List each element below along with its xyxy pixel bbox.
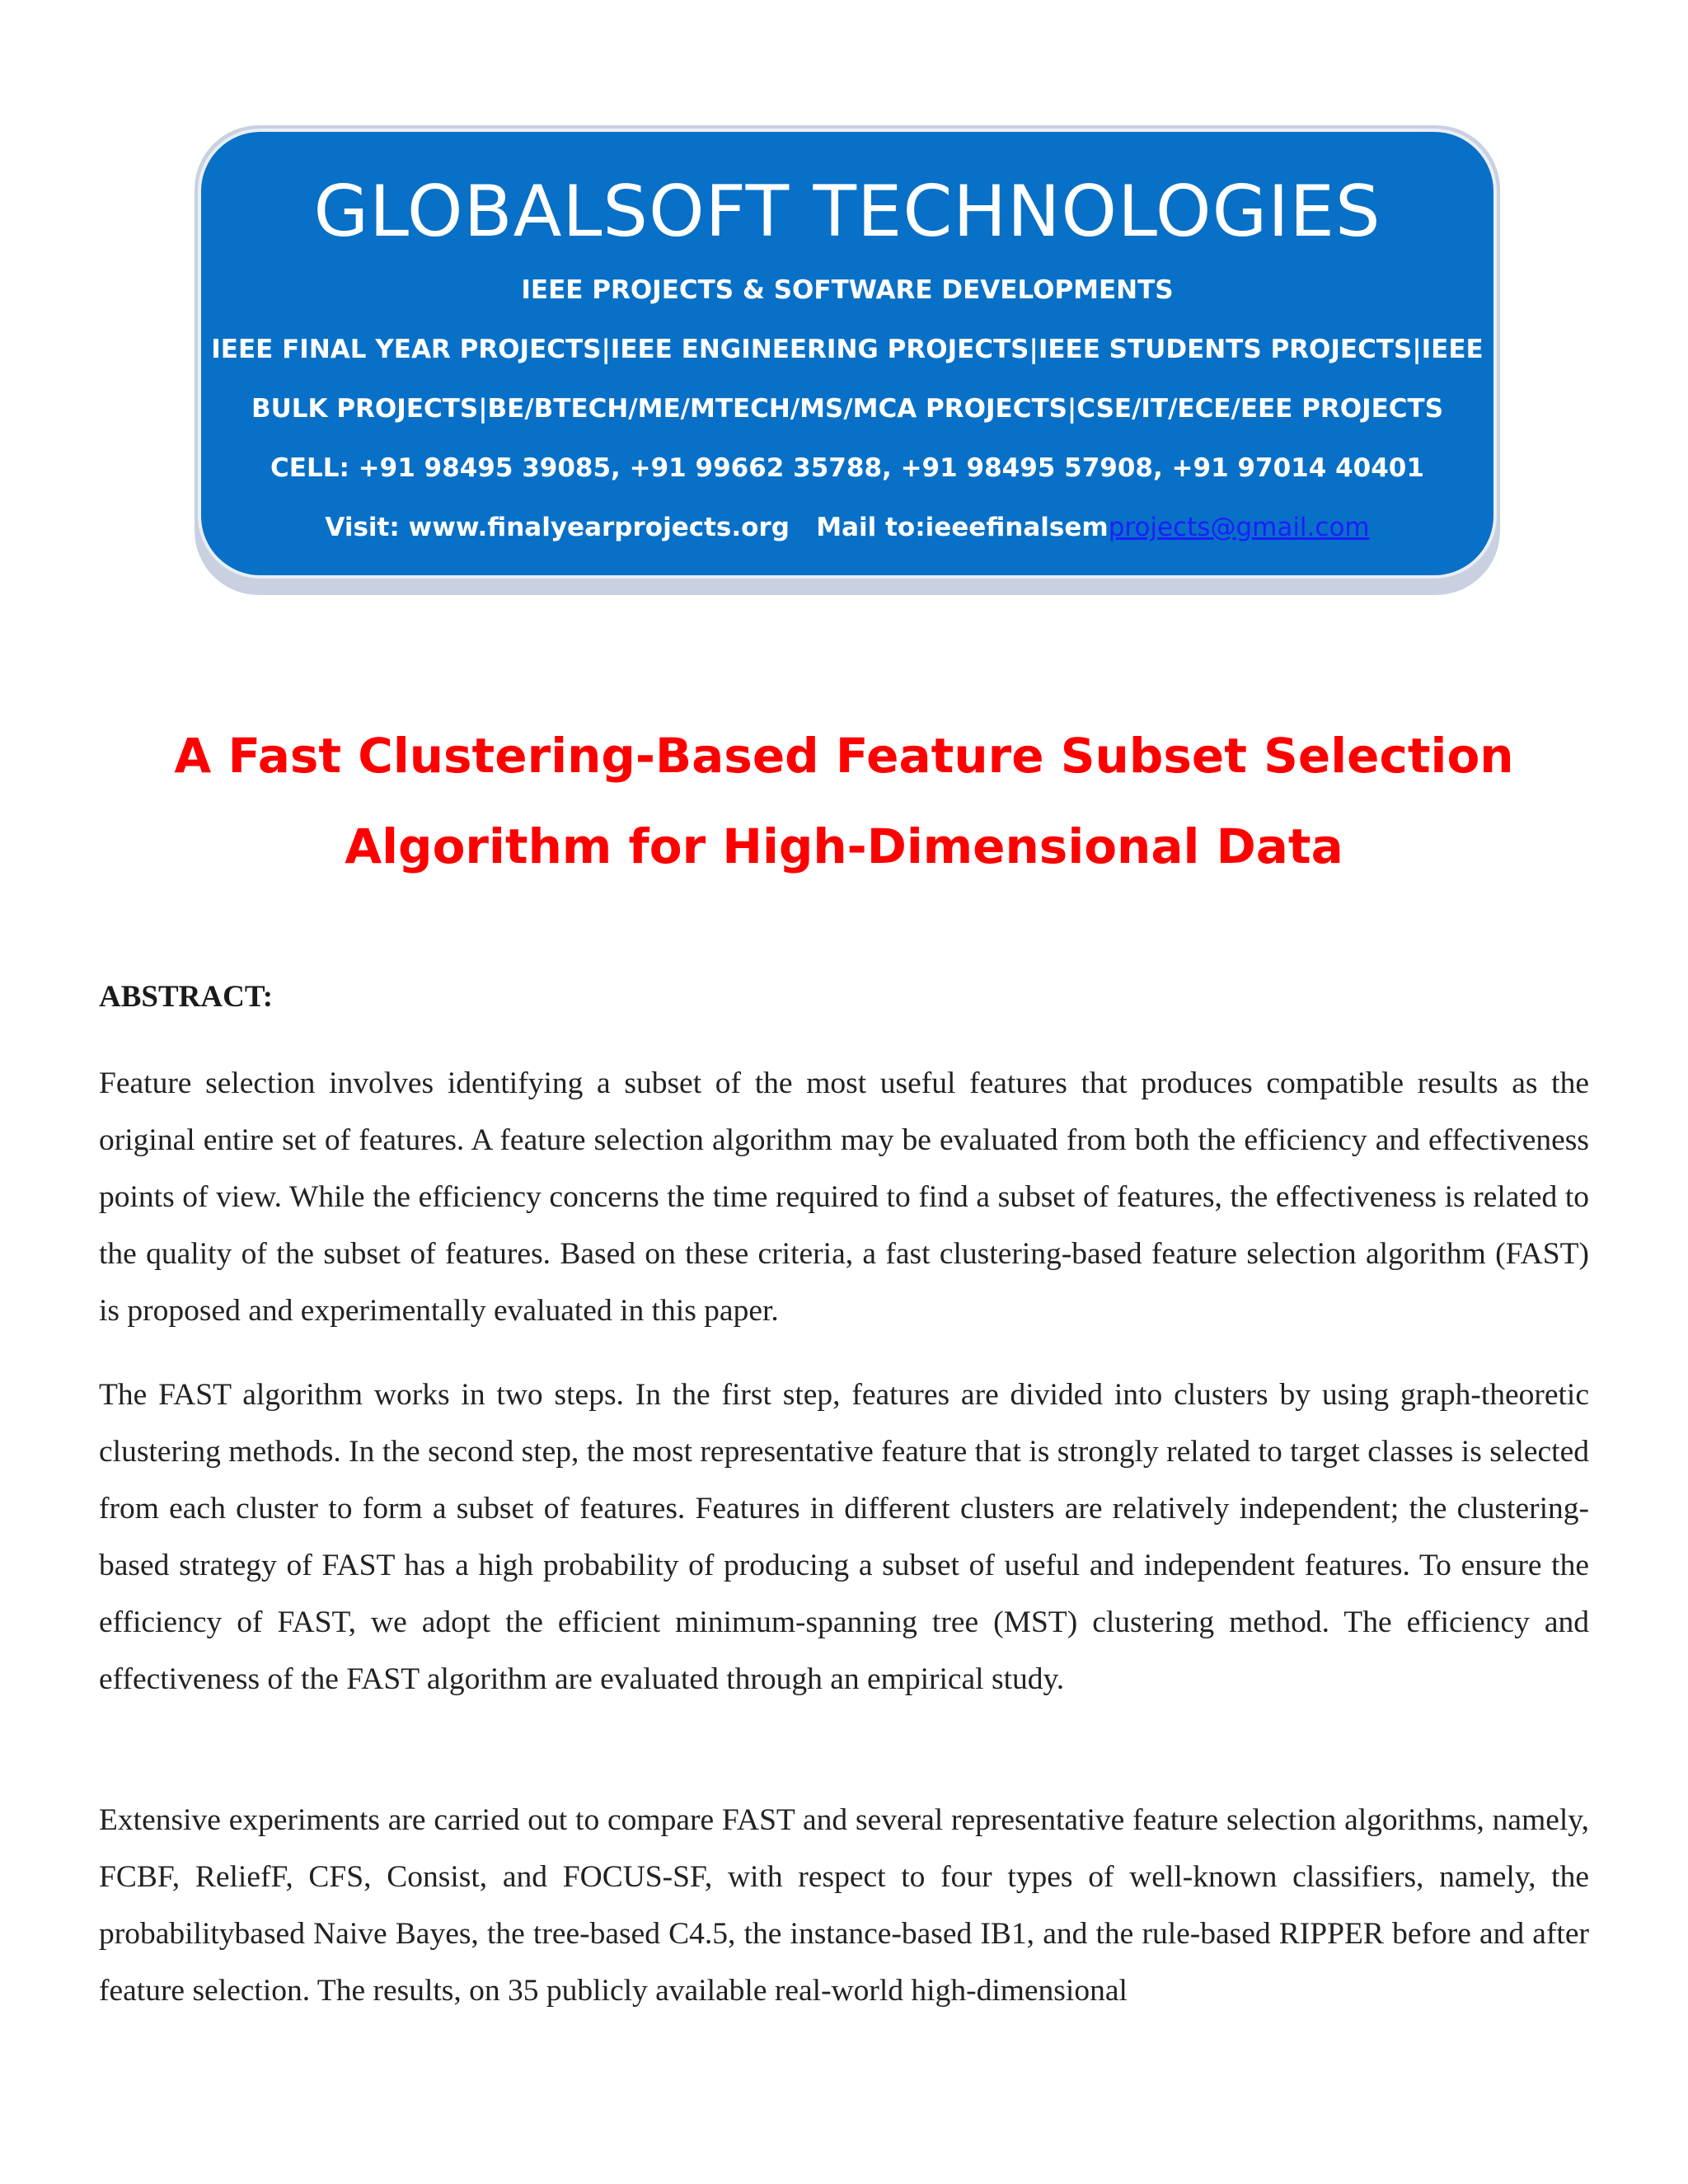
abstract-heading: ABSTRACT: <box>99 980 274 1014</box>
banner-phone-numbers: CELL: +91 98495 39085, +91 99662 35788, +91 98495 57908, +91 97014 40401 <box>270 453 1424 483</box>
paper-title <box>0 710 1688 892</box>
paper-title-line-2: Algorithm for High-Dimensional Data <box>345 818 1343 874</box>
banner-tagline: IEEE PROJECTS & SOFTWARE DEVELOPMENTS <box>521 275 1174 305</box>
company-name: GLOBALSOFT TECHNOLOGIES <box>313 171 1381 253</box>
banner-projects-line-1: IEEE FINAL YEAR PROJECTS|IEEE ENGINEERING PROJECTS|IEEE STUDENTS PROJECTS|IEEE <box>211 335 1484 364</box>
paper-title-line-1: A Fast Clustering-Based Feature Subset Selection <box>174 728 1514 784</box>
banner-contact-line <box>201 511 1493 544</box>
abstract-paragraph-1: Feature selection involves identifying a subset of the most useful features that produces compatible results as the original entire set of features. A feature selection algorithm may be evaluated from both the efficiency and effectiveness points of view. While the efficiency concerns the time required to find a subset of features, the effectiveness is related to the quality of the subset of features. Based on these criteria, a fast clustering-based feature selection algorithm (FAST) is proposed and experimentally evaluated in this paper. <box>99 1066 1589 1328</box>
contact-text: Visit: www.finalyearprojects.org Mail to:ieeefinalsem <box>325 513 1109 542</box>
abstract-paragraph-2: The FAST algorithm works in two steps. In the first step, features are divided into clusters by using graph-theoretic clustering methods. In the second step, the most representative feature that is strongly related to target classes is selected from each cluster to form a subset of features. Features in different clusters are relatively independent; the clustering-based strategy of FAST has a high probability of producing a subset of useful and independent features. To ensure the efficiency of FAST, we adopt the efficient minimum-spanning tree (MST) clustering method. The efficiency and effectiveness of the FAST algorithm are evaluated through an empirical study. <box>99 1378 1589 1696</box>
email-link[interactable]: projects@gmail.com <box>1108 513 1370 542</box>
header-banner <box>198 129 1497 579</box>
banner-projects-line-2: BULK PROJECTS|BE/BTECH/ME/MTECH/MS/MCA PROJECTS|CSE/IT/ECE/EEE PROJECTS <box>251 394 1444 424</box>
abstract-paragraph-3: Extensive experiments are carried out to compare FAST and several representative feature selection algorithms, namely, FCBF, ReliefF, CFS, Consist, and FOCUS-SF, with respect to four types of well-known classifiers, namely, the probabilitybased Naive Bayes, the tree-based C4.5, the instance-based IB1, and the rule-based RIPPER before and after feature selection. The results, on 35 publicly available real-world high-dimensional <box>99 1803 1589 2008</box>
